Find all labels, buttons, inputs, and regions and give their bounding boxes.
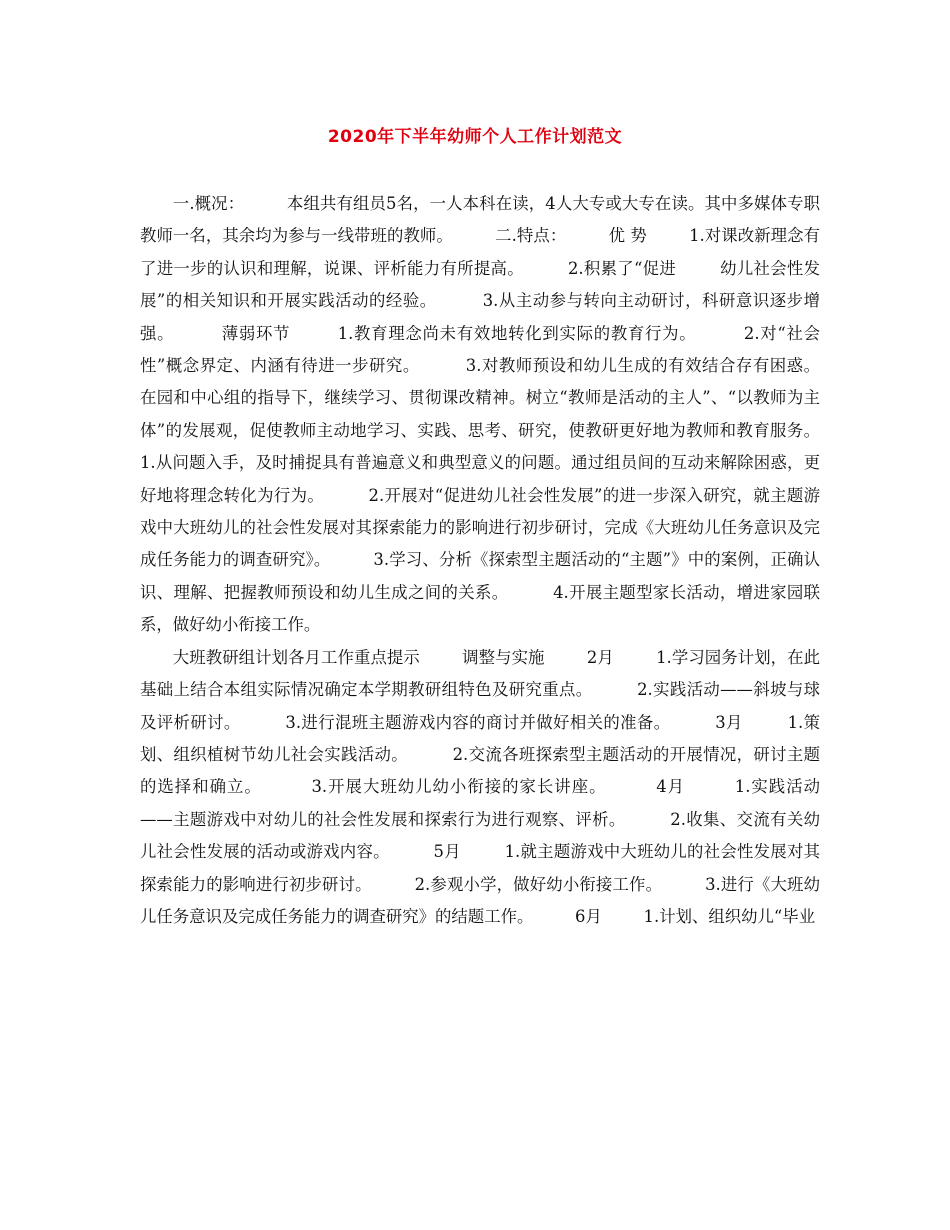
paragraph-overview: 一.概况： 本组共有组员5名，一人本科在读，4人大专或大专在读。其中多媒体专职教师一名，其余均为参与一线带班的教师。 二.特点： 优 势 1.对课改新理念有了进一步的认识和理解，说课、评析能力有所提高。 2.积累了“促进 幼儿社会性发展”的相关知识和开展实践活动的经验。 3.从主动参与转向主动研讨，科研意识逐步增强。 薄弱环节 1.教育理念尚未有效地转化到实际的教育行为。 2.对“社会性”概念界定、内涵有待进一步研究。 3.对教师预设和幼儿生成的有效结合存有困惑。 在园和中心组的指导下，继续学习、贯彻课改精神。树立“教师是活动的主人”、“以教师为主体”的发展观，促使教师主动地学习、实践、思考、研究，使教研更好地为教师和教育服务。 1.从问题入手，及时捕捉具有普遍意义和典型意义的问题。通过组员间的互动来解除困惑，更好地将理念转化为行为。 2.开展对“促进幼儿社会性发展”的进一步深入研究，就主题游戏中大班幼儿的社会性发展对其探索能力的影响进行初步研讨，完成《大班幼儿任务意识及完成任务能力的调查研究》。 3.学习、分析《探索型主题活动的“主题”》中的案例，正确认识、理解、把握教师预设和幼儿生成之间的关系。 4.开展主题型家长活动，增进家园联系，做好幼小衔接工作。 [140, 194, 862, 635]
document-title: 2020年下半年幼师个人工作计划范文 [327, 127, 623, 147]
document-body [140, 188, 862, 933]
paragraph-monthly-plan: 大班教研组计划各月工作重点提示 调整与实施 2月 1.学习园务计划，在此基础上结合本组实际情况确定本学期教研组特色及研究重点。 2.实践活动——斜坡与球及评析研讨。 3.进行混班主题游戏内容的商讨并做好相关的准备。 3月 1.策划、组织植树节幼儿社会实践活动。 2.交流各班探索型主题活动的开展情况，研讨主题的选择和确立。 3.开展大班幼儿幼小衔接的家长讲座。 4月 1.实践活动 ——主题游戏中对幼儿的社会性发展和探索行为进行观察、评析。 2.收集、交流有关幼儿社会性发展的活动或游戏内容。 5月 1.就主题游戏中大班幼儿的社会性发展对其探索能力的影响进行初步研讨。 2.参观小学，做好幼小衔接工作。 3.进行《大班幼儿任务意识及完成任务能力的调查研究》的结题工作。 6月 1.计划、组织幼儿“毕业 [140, 647, 862, 926]
